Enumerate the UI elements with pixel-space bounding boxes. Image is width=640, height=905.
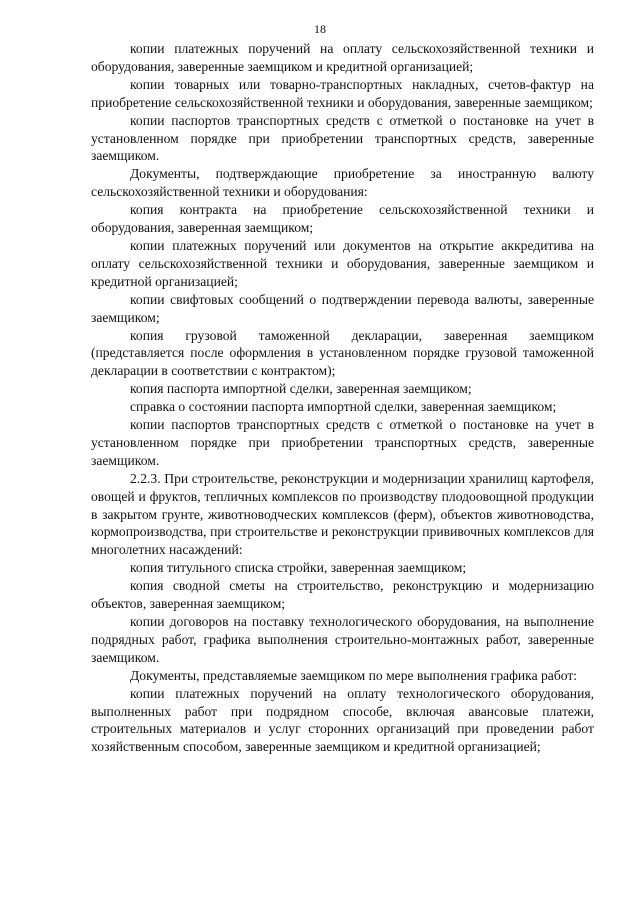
paragraph-9: копия паспорта импортной сделки, заверенная заемщиком; [130,381,472,397]
paragraph-10: справка о состоянии паспорта импортной сделки, заверенная заемщиком; [130,399,557,415]
paragraph-14: копия сводной сметы на строительство, реконструкцию и модернизацию объектов, заверенная заемщиком; [91,578,594,612]
paragraph-17: копии платежных поручений на оплату технологического оборудования, выполненных работ при подрядном способе, включая авансовые платежи, строительных материалов и услуг сторонних организаций при проведении работ хозяйственным способом, заверенные заемщиком и кредитной организацией; [91,685,594,755]
paragraph-12: 2.2.3. При строительстве, реконструкции и модернизации хранилищ картофеля, овощей и фруктов, тепличных комплексов по производству плодоовощной продукции в закрытом грунте, животноводческих комплексов (ферм), объектов животноводства, кормопроизводства, при строительстве и реконструкции прививочных комплексов для многолетних насаждений: [91,470,594,558]
paragraph-3: копии паспортов транспортных средств с отметкой о постановке на учет в установленном порядке при приобретении транспортных средств, заверенные заемщиком. [91,112,594,164]
paragraph-16: Документы, представляемые заемщиком по мере выполнения графика работ: [130,667,578,683]
page-number: 18 [314,22,326,36]
paragraph-2: копии товарных или товарно-транспортных накладных, счетов-фактур на приобретение сельскохозяйственной техники и оборудования, заверенные заемщиком; [91,76,594,110]
paragraph-7: копии свифтовых сообщений о подтверждении перевода валюты, заверенные заемщиком; [91,291,594,325]
paragraph-13: копия титульного списка стройки, заверенная заемщиком; [130,560,467,576]
paragraph-8: копия грузовой таможенной декларации, заверенная заемщиком (представляется после оформления в установленном порядке грузовой таможенной декларации в соответствии с контрактом); [91,327,594,379]
paragraph-1: копии платежных поручений на оплату сельскохозяйственной техники и оборудования, заверенные заемщиком и кредитной организацией; [91,41,594,74]
paragraph-5: копия контракта на приобретение сельскохозяйственной техники и оборудования, заверенная заемщиком; [91,202,594,236]
paragraph-4: Документы, подтверждающие приобретение за иностранную валюту сельскохозяйственной техники и оборудования: [91,166,594,200]
document-body [91,40,594,756]
paragraph-11: копии паспортов транспортных средств с отметкой о постановке на учет в установленном порядке при приобретении транспортных средств, заверенные заемщиком. [91,417,594,468]
paragraph-15: копии договоров на поставку технологического оборудования, на выполнение подрядных работ, графика выполнения строительно-монтажных работ, заверенные заемщиком. [91,614,594,665]
paragraph-6: копии платежных поручений или документов на открытие аккредитива на оплату сельскохозяйственной техники и оборудования, заверенные заемщиком и кредитной организацией; [91,237,594,289]
